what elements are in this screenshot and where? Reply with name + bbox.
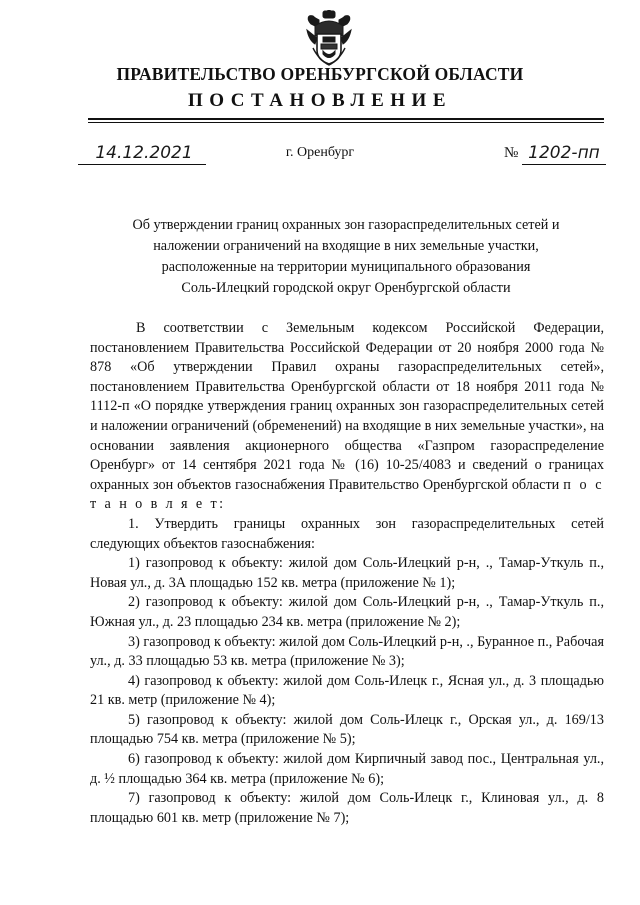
date-underline xyxy=(78,164,206,165)
preamble-text: В соответствии с Земельным кодексом Российской Федерации, постановлением Правительства Российской Федерации от 20 ноября 2000 года № 878 «Об утверждении Правил охраны газораспределительных сетей», постановлением Правительства Оренбургской области от 18 ноября 2011 года № 1112-п «О порядке утверждения границ охранных зон газораспределительных сетей и наложении ограничений (обременений) на входящие в них земельные участки», на основании заявления акционерного общества «Газпром газораспределение Оренбург» от 14 сентября 2021 года № (16) 10-25/4083 и сведений о границах охранных зон объектов газоснабжения Правительство Оренбургской области xyxy=(90,320,604,493)
header-rule-thin xyxy=(88,122,604,123)
list-item: 1) газопровод к объекту: жилой дом Соль-Илецкий р-н, ., Тамар-Уткуль п., Новая ул., д. 3А площадью 152 кв. метра (приложение № 1); xyxy=(90,555,604,591)
list-item: 2) газопровод к объекту: жилой дом Соль-Илецкий р-н, ., Тамар-Уткуль п., Южная ул., д. 23 площадью 234 кв. метра (приложение № 2); xyxy=(90,594,604,630)
subject-line: Соль-Илецкий городской округ Оренбургской области xyxy=(181,280,511,296)
point-1-paragraph: 1. Утвердить границы охранных зон газораспределительных сетей следующих объектов газоснабжения: xyxy=(90,515,604,552)
list-item: 6) газопровод к объекту: жилой дом Кирпичный завод пос., Центральная ул., д. ½ площадью 364 кв. метра (приложение № 6); xyxy=(90,751,604,787)
preamble-paragraph xyxy=(90,319,604,515)
document-body xyxy=(90,319,604,828)
list-item: 7) газопровод к объекту: жилой дом Соль-Илецк г., Клиновая ул., д. 8 площадью 601 кв. метр (приложение № 7); xyxy=(90,790,604,826)
subject-line: наложении ограничений на входящие в них земельные участки, xyxy=(153,238,539,254)
document-number: 1202-пп xyxy=(528,143,600,163)
document-subject xyxy=(88,215,604,299)
document-city: г. Оренбург xyxy=(285,145,355,160)
header-rule-thick xyxy=(88,118,604,120)
subject-line: Об утверждении границ охранных зон газораспределительных сетей и xyxy=(132,217,560,233)
number-sign: № xyxy=(504,145,519,161)
document-date: 14.12.2021 xyxy=(95,143,193,163)
government-title: ПРАВИТЕЛЬСТВО ОРЕНБУРГСКОЙ ОБЛАСТИ xyxy=(116,64,524,84)
subject-line: расположенные на территории муниципального образования xyxy=(161,259,531,275)
document-type: ПОСТАНОВЛЕНИЕ xyxy=(187,90,453,111)
number-underline xyxy=(522,164,606,165)
coat-of-arms-icon xyxy=(305,10,353,66)
list-item: 4) газопровод к объекту: жилой дом Соль-Илецк г., Ясная ул., д. 3 площадью 21 кв. метр (приложение № 4); xyxy=(90,672,604,709)
list-item: 5) газопровод к объекту: жилой дом Соль-Илецк г., Орская ул., д. 169/13 площадью 754 кв. метра (приложение № 5); xyxy=(90,711,604,748)
decree-word: п о с т а н о в л я е т: xyxy=(90,476,605,513)
list-item: 3) газопровод к объекту: жилой дом Соль-Илецкий р-н, ., Буранное п., Рабочая ул., д. 33 площадью 53 кв. метра (приложение № 3); xyxy=(90,633,604,670)
